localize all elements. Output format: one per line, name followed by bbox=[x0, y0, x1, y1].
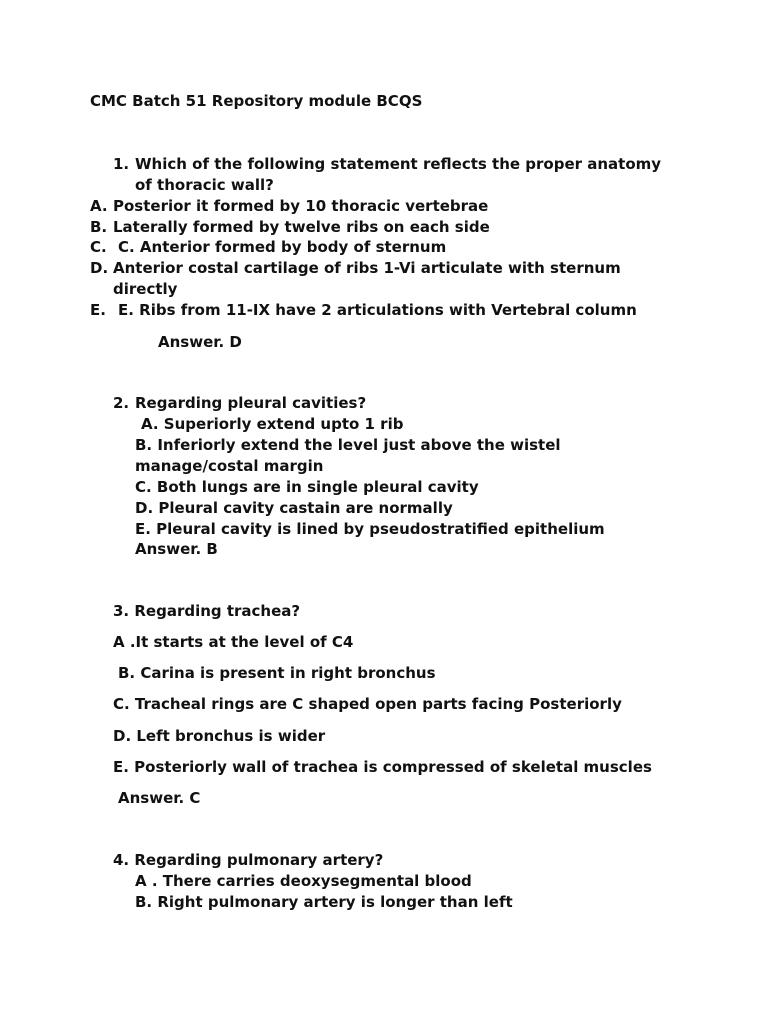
q2-option-a: A. Superiorly extend upto 1 rib bbox=[141, 415, 404, 433]
q3-option-e: E. Posteriorly wall of trachea is compressed of skeletal muscles bbox=[113, 758, 652, 776]
q1-option-c-letter: C. bbox=[90, 238, 107, 256]
q1-option-b: Laterally formed by twelve ribs on each side bbox=[113, 218, 490, 236]
q1-question-line1: Which of the following statement reflects the proper anatomy bbox=[135, 155, 662, 173]
q2-option-c: C. Both lungs are in single pleural cavity bbox=[135, 478, 479, 496]
q3-option-c: C. Tracheal rings are C shaped open parts facing Posteriorly bbox=[113, 695, 622, 713]
q1-answer: Answer. D bbox=[158, 333, 242, 351]
q4-question: 4. Regarding pulmonary artery? bbox=[113, 851, 384, 869]
q4-option-b: B. Right pulmonary artery is longer than left bbox=[135, 893, 513, 911]
q1-number: 1. bbox=[113, 155, 130, 173]
q2-option-e: E. Pleural cavity is lined by pseudostratified epithelium bbox=[135, 520, 605, 538]
q2-number: 2. bbox=[113, 394, 130, 412]
q3-option-b: B. Carina is present in right bronchus bbox=[118, 664, 436, 682]
q2-option-b-line1: B. Inferiorly extend the level just above the wistel bbox=[135, 436, 561, 454]
q1-option-d-letter: D. bbox=[90, 259, 109, 277]
q1-option-e-letter: E. bbox=[90, 301, 106, 319]
q1-option-e: E. Ribs from 11-IX have 2 articulations with Vertebral column bbox=[118, 301, 637, 319]
q2-option-b-line2: manage/costal margin bbox=[135, 457, 324, 475]
q1-option-a-letter: A. bbox=[90, 197, 108, 215]
q2-question: Regarding pleural cavities? bbox=[135, 394, 367, 412]
q4-option-a: A . There carries deoxysegmental blood bbox=[135, 872, 472, 890]
q1-option-d-line1: Anterior costal cartilage of ribs 1-Vi articulate with sternum bbox=[113, 259, 621, 277]
q1-option-d-line2: directly bbox=[113, 280, 178, 298]
q1-question-line2: of thoracic wall? bbox=[135, 176, 274, 194]
q3-question: 3. Regarding trachea? bbox=[113, 602, 301, 620]
q2-option-d: D. Pleural cavity castain are normally bbox=[135, 499, 453, 517]
q1-option-b-letter: B. bbox=[90, 218, 108, 236]
q3-answer: Answer. C bbox=[118, 789, 201, 807]
q1-option-c: C. Anterior formed by body of sternum bbox=[118, 238, 447, 256]
document-title: CMC Batch 51 Repository module BCQS bbox=[90, 92, 423, 110]
q3-option-d: D. Left bronchus is wider bbox=[113, 727, 326, 745]
q2-answer: Answer. B bbox=[135, 540, 218, 558]
q1-option-a: Posterior it formed by 10 thoracic vertebrae bbox=[113, 197, 489, 215]
q3-option-a: A .It starts at the level of C4 bbox=[113, 633, 354, 651]
